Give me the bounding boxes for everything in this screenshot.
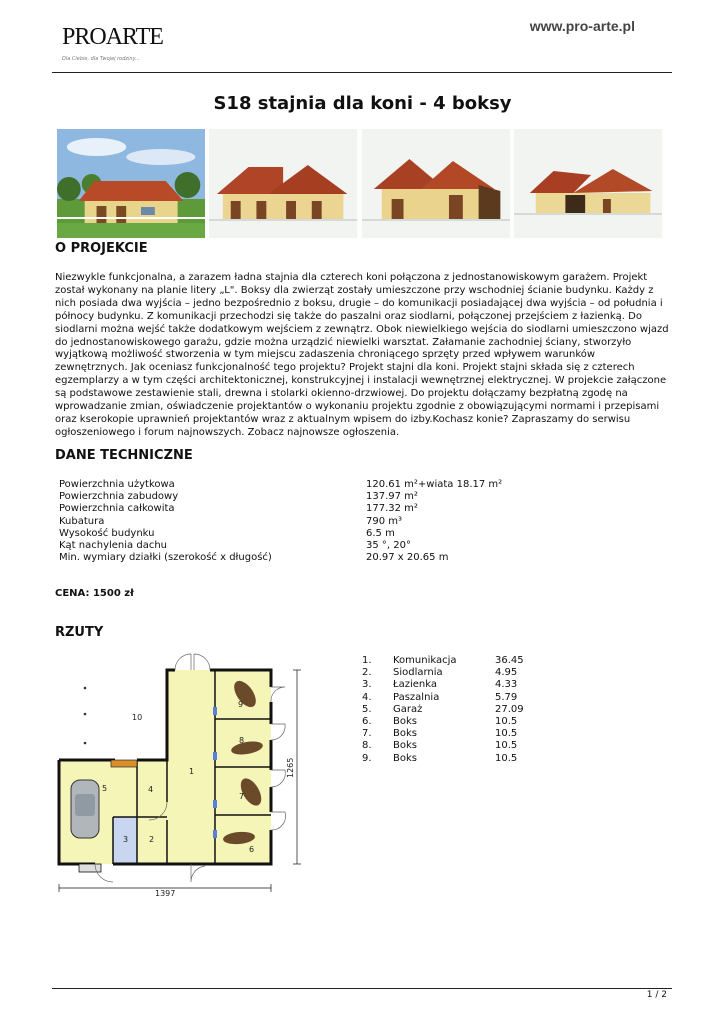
- room-name: Boks: [393, 740, 417, 752]
- list-item: [362, 704, 562, 716]
- room-number: 6.: [362, 715, 372, 727]
- plan-label-2: 2: [149, 835, 155, 844]
- photo-1[interactable]: [57, 129, 205, 238]
- plan-label-3: 3: [123, 835, 129, 844]
- room-number: 2.: [362, 667, 372, 679]
- room-number: 1.: [362, 655, 372, 666]
- room-area: 4.33: [495, 679, 518, 691]
- price: CENA: 1500 zł: [55, 588, 134, 599]
- list-item: [362, 655, 562, 667]
- logo-text: PROARTE: [62, 24, 163, 50]
- room-name: Boks: [393, 752, 417, 764]
- tech-row: [59, 503, 579, 515]
- project-description: Niezwykle funkcjonalna, a zarazem ładna stajnia dla czterech koni połączona z jednostanowiskowym garażem. Projekt został wykonany na planie litery „L". Boksy dla zwierząt zostały umieszczone przy wschodniej ścianie budynku. Każdy z nich posiada dwa wyjścia – jedno bezpośrednio z boksu, drugie – do komunikacji posiadającej dwa wyjścia – od południa i północy budynku. Z komunikacji przechodzi się także do paszalni oraz siodlarni, połączonej przejściem z łazienką. Do siodlarni można wejść także dodatkowym wejściem z zewnątrz. Obok niewielkiego wejścia do siodlarni umieszczono wjazd do jednostanowiskowego garażu, gdzie można urządzić niewielki warsztat. Załamanie zachodniej ściany, stworzyło wyjątkową możliwość stworzenia w tym miejscu zadaszenia chroniącego sprzęty przed wpływem warunków zewnętrznych. Jak oceniasz funkcjonalność tego projektu? Projekt stajni dla koni. Projekt stajni składa się z czterech egzemplarzy a w tym części architektonicznej, konstrukcyjnej i instalacji wewnętrznej elektrycznej. W projekcie załączone są podstawowe zestawienie stali, drewna i stolarki okienno-drzwiowej. Do projektu dołączamy bezpłatną zgodę na wprowadzanie zmian, oświadczenie projektantów o wykonaniu projektu zgodnie z obowiązującymi normami i przepisami oraz kserokopie uprawnień projektantów wraz z aktualnym wpisem do izby.Kochasz konie? Zapraszamy do serwisu ogłoszeniowego i forum najnowszych. Zobacz najnowsze ogłoszenia.: [55, 272, 669, 438]
- list-item: [362, 753, 562, 765]
- room-area: 10.5: [495, 752, 518, 764]
- plan-label-8: 8: [239, 736, 245, 745]
- list-item: [362, 679, 562, 691]
- tech-value: 790 m³: [366, 515, 403, 527]
- tech-label: Wysokość budynku: [59, 527, 155, 539]
- floor-plan: [55, 652, 307, 897]
- plan-label-9: 9: [238, 700, 244, 709]
- plan-label-4: 4: [148, 785, 154, 794]
- room-number: 9.: [362, 752, 372, 764]
- list-item: [362, 740, 562, 752]
- footer-divider: [52, 988, 672, 989]
- room-list: [362, 655, 562, 765]
- plan-label-7: 7: [239, 792, 245, 801]
- tech-label: Kąt nachylenia dachu: [59, 539, 168, 551]
- room-name: Paszalnia: [393, 691, 440, 703]
- tech-value: 35 °, 20°: [366, 539, 411, 551]
- room-number: 5.: [362, 703, 372, 715]
- tech-label: Kubatura: [59, 515, 105, 527]
- room-number: 4.: [362, 691, 372, 703]
- tech-value: 137.97 m²: [366, 491, 418, 503]
- tech-label: Powierzchnia zabudowy: [59, 491, 179, 503]
- room-name: Garaż: [393, 703, 423, 715]
- site-url[interactable]: www.pro-arte.pl: [529, 18, 635, 34]
- room-number: 3.: [362, 679, 372, 691]
- logo: [58, 22, 168, 68]
- tech-value: 177.32 m²: [366, 503, 418, 515]
- plan-label-6: 6: [249, 845, 255, 854]
- room-area: 10.5: [495, 715, 518, 727]
- list-item: [362, 728, 562, 740]
- room-area: 10.5: [495, 728, 518, 740]
- tech-row: [59, 552, 579, 564]
- tech-row: [59, 479, 579, 491]
- room-area: 10.5: [495, 740, 518, 752]
- room-area: 4.95: [495, 667, 518, 679]
- room-area: 36.45: [495, 655, 524, 666]
- plan-dim-height: 1265: [286, 757, 295, 778]
- room-name: Boks: [393, 715, 417, 727]
- room-area: 27.09: [495, 703, 524, 715]
- plan-label-10: 10: [132, 713, 143, 722]
- plan-label-5: 5: [102, 784, 108, 793]
- tech-row: [59, 540, 579, 552]
- photo-gallery: [57, 129, 662, 238]
- room-area: 5.79: [495, 691, 518, 703]
- tech-label: Min. wymiary działki (szerokość x długość): [59, 552, 272, 564]
- photo-4[interactable]: [514, 129, 662, 238]
- tech-value: 6.5 m: [366, 527, 395, 539]
- tech-row: [59, 528, 579, 540]
- header-divider: [52, 72, 672, 73]
- tech-label: Powierzchnia całkowita: [59, 503, 175, 515]
- photo-3[interactable]: [362, 129, 510, 238]
- room-name: Komunikacja: [393, 655, 457, 666]
- photo-2[interactable]: [209, 129, 357, 238]
- tech-table: [59, 479, 579, 564]
- about-heading: O PROJEKCIE: [55, 241, 148, 256]
- list-item: [362, 692, 562, 704]
- tech-row: [59, 491, 579, 503]
- room-name: Łazienka: [393, 679, 438, 691]
- list-item: [362, 716, 562, 728]
- logo-tagline: Dla Ciebie, dla Twojej rodziny...: [62, 56, 140, 62]
- room-number: 7.: [362, 728, 372, 740]
- plans-heading: RZUTY: [55, 625, 104, 640]
- tech-row: [59, 516, 579, 528]
- plan-label-1: 1: [189, 767, 195, 776]
- list-item: [362, 667, 562, 679]
- page-number: 1 / 2: [646, 990, 667, 1000]
- plan-dim-width: 1397: [155, 889, 176, 897]
- room-name: Siodlarnia: [393, 667, 443, 679]
- room-name: Boks: [393, 728, 417, 740]
- page-title: S18 stajnia dla koni - 4 boksy: [213, 93, 512, 114]
- tech-heading: DANE TECHNICZNE: [55, 448, 193, 463]
- room-number: 8.: [362, 740, 372, 752]
- tech-value: 20.97 x 20.65 m: [366, 552, 449, 564]
- tech-value: 120.61 m²+wiata 18.17 m²: [366, 479, 503, 490]
- tech-label: Powierzchnia użytkowa: [59, 479, 175, 490]
